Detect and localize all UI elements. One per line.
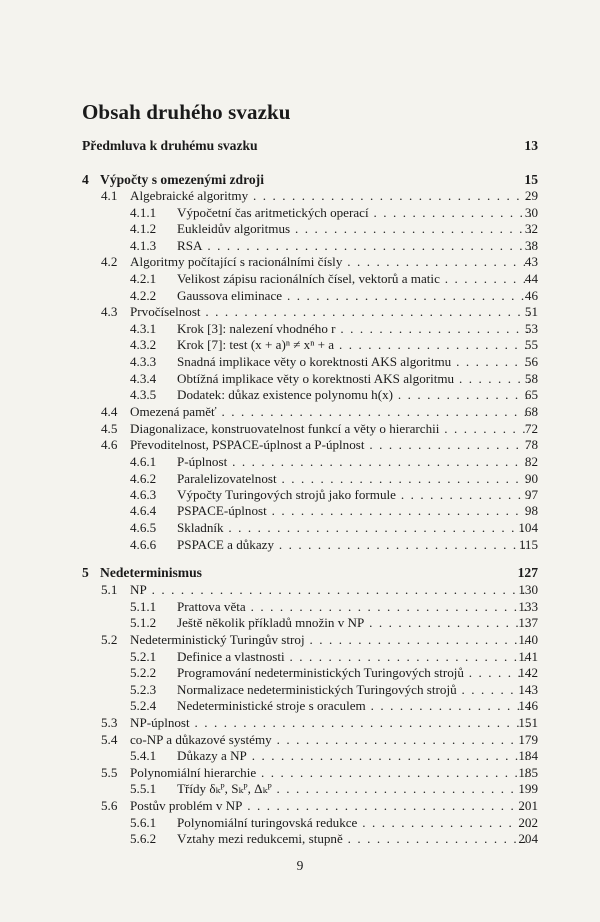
entry-number: 5.4.1 [130,748,157,763]
entry-title: Eukleidův algoritmus . . . [177,220,531,238]
entry-title: Postův problém v NP . . . [130,797,530,815]
toc-entry[interactable] [0,502,600,520]
entry-title: Vztahy mezi redukcemi, stupně . . . [177,830,531,848]
entry-number: 4.1.3 [130,238,157,253]
entry-title: Výpočty Turingových strojů jako formule . . . [177,486,531,504]
toc-entry[interactable] [0,336,600,354]
entry-page: 78 [524,437,538,452]
toc-entry[interactable] [0,270,600,288]
entry-page: 56 [524,354,538,369]
toc-entry[interactable] [0,714,600,732]
entry-title: Algoritmy počítající s racionálními čísly . . . [130,253,530,271]
toc-preface-entry[interactable] [0,137,600,155]
entry-page: 199 [518,781,538,796]
entry-number: 5.1.2 [130,615,157,630]
entry-number: 4.6.1 [130,454,157,469]
entry-number: 5.6.1 [130,815,157,830]
entry-page: 53 [524,321,538,336]
entry-title: Normalizace nedeterministických Turingových strojů . . . [177,681,531,699]
toc-entry[interactable] [0,353,600,371]
entry-page: 65 [524,387,538,402]
entry-title: PSPACE a důkazy . . . [177,536,531,554]
entry-number: 4.6.5 [130,520,157,535]
entry-title: Definice a vlastnosti . . . [177,648,531,666]
entry-number: 4.6.3 [130,487,157,502]
entry-page: 13 [524,138,538,153]
entry-page: 98 [524,503,538,518]
entry-title: Polynomiální turingovská redukce . . . [177,814,531,832]
toc-entry[interactable] [0,797,600,815]
entry-title: NP-úplnost . . . [130,714,530,732]
entry-page: 82 [524,454,538,469]
entry-title: Obtížná implikace věty o korektnosti AKS algoritmu . . . [177,370,531,388]
entry-number: 4.4 [101,404,118,419]
entry-page: 32 [524,221,538,236]
entry-page: 51 [524,304,538,319]
entry-title: Prvočíselnost . . . [130,303,530,321]
entry-page: 130 [518,582,538,597]
toc-entry[interactable] [0,664,600,682]
entry-number: 5.1 [101,582,118,597]
entry-title: Polynomiální hierarchie . . . [130,764,530,782]
entry-title: P-úplnost . . . [177,453,531,471]
entry-number: 4.6.6 [130,537,157,552]
entry-page: 115 [518,537,538,552]
toc-entry[interactable] [0,386,600,404]
entry-title: Krok [3]: nalezení vhodného r . . . [177,320,531,338]
entry-title: Diagonalizace, konstruovatelnost funkcí a věty o hierarchii . . . [130,420,530,438]
entry-number: 5.1.1 [130,599,157,614]
entry-title: Předmluva k druhému svazku [82,138,258,153]
entry-number: 5.2.4 [130,698,157,713]
entry-page: 46 [524,288,538,303]
entry-page: 142 [518,665,538,680]
entry-page: 29 [524,188,538,203]
entry-page: 55 [524,337,538,352]
entry-title: Výpočty s omezenými zdroji [100,172,264,187]
entry-number: 4.3.3 [130,354,157,369]
entry-title: Skladník . . . [177,519,531,537]
entry-page: 30 [524,205,538,220]
entry-number: 4.5 [101,421,118,436]
toc-entry[interactable] [0,747,600,765]
entry-title: Velikost zápisu racionálních čísel, vektorů a matic . . . [177,270,531,288]
entry-number: 5.3 [101,715,118,730]
entry-page: 201 [518,798,538,813]
entry-title: Paralelizovatelnost . . . [177,470,531,488]
entry-title: Nedeterministické stroje s oraculem . . . [177,697,531,715]
entry-title: Algebraické algoritmy . . . [130,187,530,205]
toc-entry[interactable] [0,187,600,205]
entry-number: 4.2.2 [130,288,157,303]
entry-page: 185 [518,765,538,780]
entry-number: 5.6 [101,798,118,813]
entry-page: 204 [518,831,538,846]
toc-entry[interactable] [0,581,600,599]
entry-title: Třídy δₖᴾ, Sₖᴾ, Δₖᴾ . . . [177,780,531,798]
entry-page: 179 [518,732,538,747]
entry-number: 4.1.2 [130,221,157,236]
entry-number: 4.6 [101,437,118,452]
entry-number: 4.1 [101,188,118,203]
entry-title: Převoditelnost, PSPACE-úplnost a P-úplnost . . . [130,436,530,454]
entry-title: co-NP a důkazové systémy . . . [130,731,530,749]
entry-page: 141 [518,649,538,664]
entry-title: Gaussova eliminace . . . [177,287,531,305]
toc-entry[interactable] [0,403,600,421]
page-number: 9 [296,858,304,873]
entry-number: 5.2.2 [130,665,157,680]
entry-number: 4.2 [101,254,118,269]
entry-title: Nedeterministický Turingův stroj . . . [130,631,530,649]
entry-page: 127 [517,565,538,580]
entry-number: 5.5 [101,765,118,780]
entry-number: 5.2.1 [130,649,157,664]
entry-number: 4.3 [101,304,118,319]
toc-entry[interactable] [0,830,600,848]
toc-entry[interactable] [0,453,600,471]
toc-entry[interactable] [0,780,600,798]
entry-title: Snadná implikace věty o korektnosti AKS algoritmu . . . [177,353,531,371]
toc-chapter-entry[interactable] [0,564,600,582]
toc-entry[interactable] [0,519,600,537]
toc-entry[interactable] [0,614,600,632]
entry-page: 15 [524,172,538,187]
entry-number: 4.1.1 [130,205,157,220]
entry-number: 4.3.4 [130,371,157,386]
entry-page: 38 [524,238,538,253]
entry-page: 104 [518,520,538,535]
entry-page: 44 [524,271,538,286]
entry-page: 68 [524,404,538,419]
entry-title: Krok [7]: test (x + a)ⁿ ≠ xⁿ + a . . . [177,336,531,354]
entry-page: 97 [524,487,538,502]
entry-number: 5.6.2 [130,831,157,846]
entry-number: 5.5.1 [130,781,157,796]
entry-page: 43 [524,254,538,269]
entry-number: 4.3.5 [130,387,157,402]
entry-title: Omezená paměť . . . [130,403,530,421]
entry-page: 90 [524,471,538,486]
entry-number: 4.3.2 [130,337,157,352]
entry-number: 4.2.1 [130,271,157,286]
entry-title: Prattova věta . . . [177,598,531,616]
entry-title: Důkazy a NP . . . [177,747,531,765]
entry-title: Dodatek: důkaz existence polynomu h(x) . . . [177,386,531,404]
entry-number: 4.6.4 [130,503,157,518]
toc-entry[interactable] [0,253,600,271]
entry-title: Ještě několik příkladů množin v NP . . . [177,614,531,632]
entry-page: 146 [518,698,538,713]
entry-number: 5.2.3 [130,682,157,697]
toc-entry[interactable] [0,697,600,715]
entry-number: 5 [82,565,89,580]
entry-page: 58 [524,371,538,386]
page-title: Obsah druhého svazku [82,100,291,124]
entry-page: 137 [518,615,538,630]
entry-title: Výpočetní čas aritmetických operací . . . [177,204,531,222]
toc-entry[interactable] [0,536,600,554]
entry-title: PSPACE-úplnost . . . [177,502,531,520]
entry-title: RSA . . . [177,237,531,255]
entry-page: 140 [518,632,538,647]
entry-number: 4.3.1 [130,321,157,336]
entry-page: 133 [518,599,538,614]
entry-page: 151 [518,715,538,730]
toc-entry[interactable] [0,220,600,238]
entry-title: Programování nedeterministických Turingových strojů . . . [177,664,531,682]
entry-page: 202 [518,815,538,830]
entry-number: 4.6.2 [130,471,157,486]
toc-entry[interactable] [0,436,600,454]
entry-page: 72 [524,421,538,436]
entry-number: 4 [82,172,89,187]
toc-entry[interactable] [0,303,600,321]
entry-number: 5.2 [101,632,118,647]
entry-page: 184 [518,748,538,763]
entry-page: 143 [518,682,538,697]
entry-title: Nedeterminismus [100,565,202,580]
toc-entry[interactable] [0,631,600,649]
entry-title: NP . . . [130,581,530,599]
entry-number: 5.4 [101,732,118,747]
